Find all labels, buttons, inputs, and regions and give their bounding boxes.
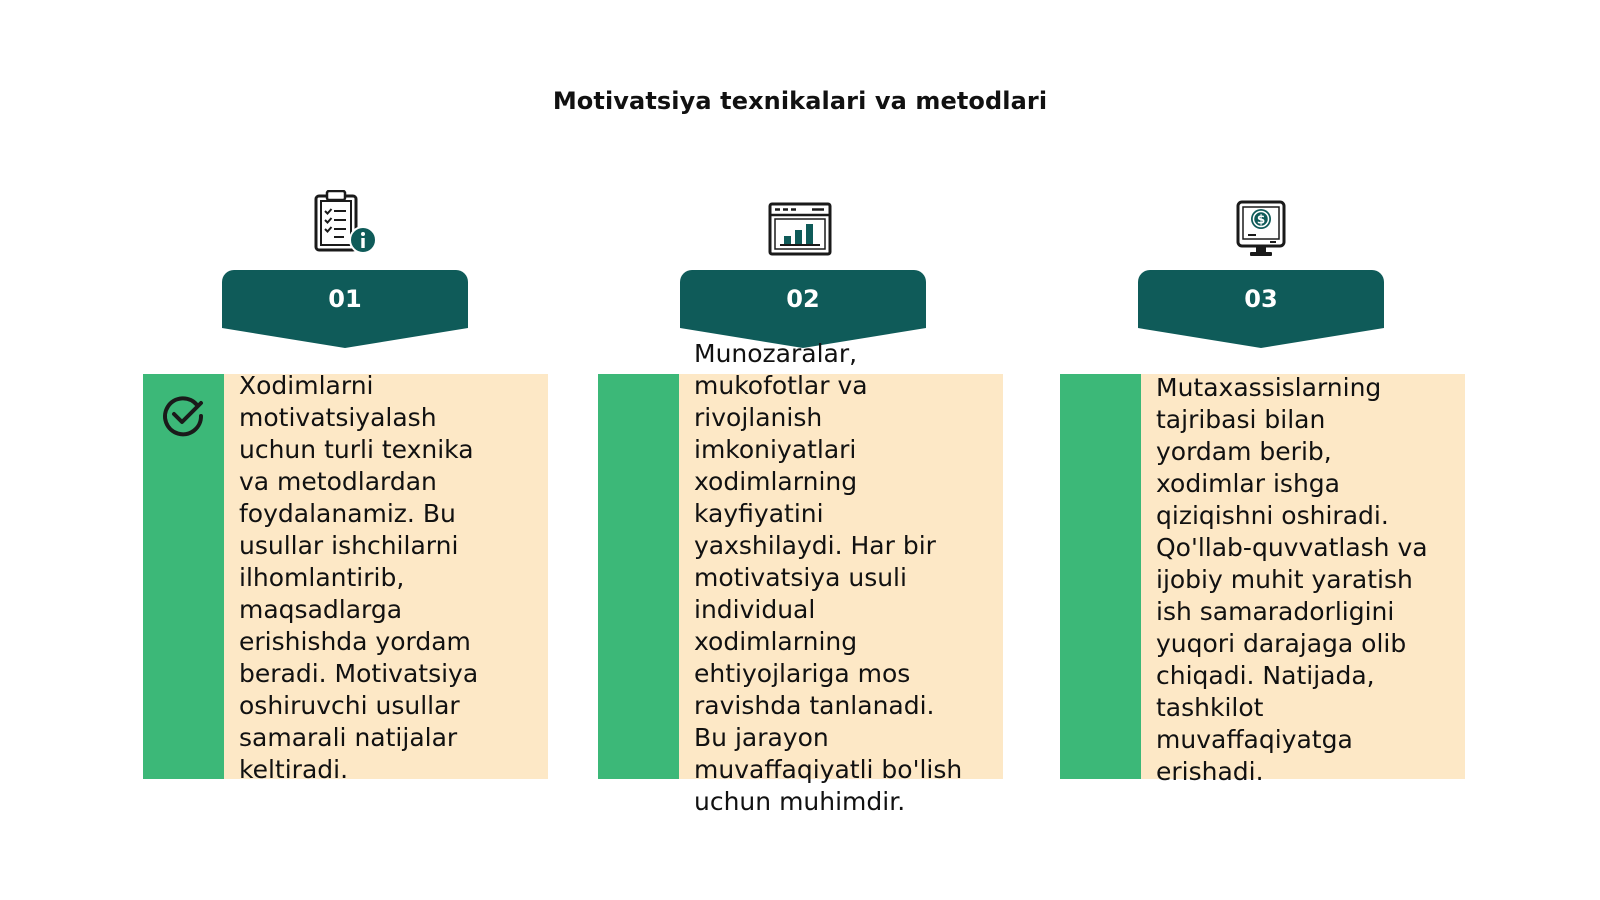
info-card [598, 339, 1003, 816]
card-accent-bar [598, 374, 679, 779]
card-text: Munozaralar, mukofotlar va rivojlanish imkoniyatlari xodimlarning kayfiyatini yaxshilaydi. Har bir motivatsiya usuli individual xodimlarning ehtiyojlariga mos ravishda tanlanadi. Bu jarayon muvaffaqiyatli bo'lish uchun muhimdir. [694, 339, 963, 816]
step-tab [222, 270, 468, 348]
step-tab [1138, 270, 1384, 348]
card-accent-bar [1060, 374, 1141, 779]
info-card [143, 371, 548, 784]
info-card [1060, 373, 1465, 786]
clipboard-checklist-info-icon [313, 190, 379, 256]
step-number: 03 [1244, 285, 1278, 313]
check-circle-icon [160, 392, 206, 438]
step-number: 01 [328, 285, 362, 313]
svg-text:$: $ [1256, 212, 1266, 227]
slide-title: Motivatsiya texnikalari va metodlari [552, 87, 1048, 115]
card-text: Xodimlarni motivatsiyalash uchun turli texnika va metodlardan foydalanamiz. Bu usullar ishchilarni ilhomlantirib, maqsadlarga erishishda yordam beradi. Motivatsiya oshiruvchi usullar samarali natijalar keltiradi. [239, 371, 479, 784]
card-text: Mutaxassislarning tajribasi bilan yordam berib, xodimlar ishga qiziqishni oshiradi. Qo'llab-quvvatlash va ijobiy muhit yaratish ish samaradorligini yuqori darajaga olib chiqadi. Natijada, tashkilot muvaffaqiyatga erishadi. [1156, 373, 1428, 786]
step-number: 02 [786, 285, 820, 313]
step-tab [680, 270, 926, 348]
bar-chart-window-icon [768, 202, 832, 256]
monitor-dollar-icon [1234, 200, 1288, 258]
